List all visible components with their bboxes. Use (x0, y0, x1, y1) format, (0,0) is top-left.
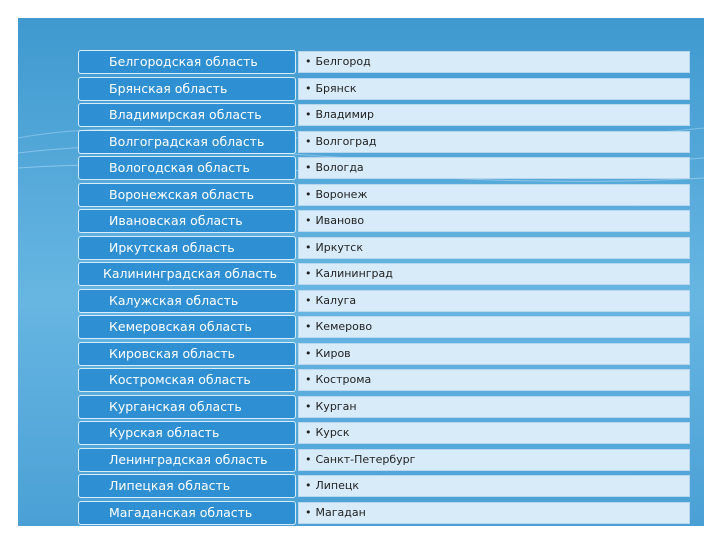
region-cell: Курская область (78, 421, 296, 445)
table-row (78, 421, 690, 445)
region-cell: Владимирская область (78, 103, 296, 127)
region-cell: Воронежская область (78, 183, 296, 207)
capital-name: Белгород (315, 55, 371, 68)
capital-cell (298, 263, 690, 285)
capital-name: Иркутск (315, 240, 363, 254)
capital-name: Иваново (315, 214, 365, 227)
capital-cell (298, 237, 690, 259)
region-cell: Волгоградская область (78, 130, 296, 154)
region-cell: Ивановская область (78, 209, 296, 233)
capital-name: Калуга (315, 293, 357, 307)
region-cell: Курганская область (78, 395, 296, 419)
capital-name: Магадан (315, 505, 366, 519)
region-cell: Магаданская область (78, 501, 296, 525)
capital-name: Курск (315, 426, 350, 439)
table-row (78, 50, 690, 74)
capital-cell (298, 475, 690, 497)
bullet-icon: • (305, 399, 312, 413)
bullet-icon: • (305, 214, 312, 227)
table-row (78, 103, 690, 127)
table-row (78, 130, 690, 154)
capital-name: Кемерово (315, 320, 373, 333)
table-row (78, 183, 690, 207)
region-cell: Иркутская область (78, 236, 296, 260)
bullet-icon: • (305, 293, 312, 307)
bullet-icon: • (305, 373, 312, 386)
region-cell: Кировская область (78, 342, 296, 366)
capital-name: Вологда (315, 161, 364, 174)
bullet-icon: • (305, 134, 312, 148)
slide-background (18, 18, 704, 526)
capital-cell (298, 51, 690, 73)
region-cell: Кемеровская область (78, 315, 296, 339)
bullet-icon: • (305, 479, 312, 492)
bullet-icon: • (305, 55, 312, 68)
capital-name: Киров (315, 346, 351, 360)
table-row (78, 236, 690, 260)
capital-cell (298, 502, 690, 524)
table-row (78, 315, 690, 339)
table-row (78, 395, 690, 419)
capital-cell (298, 157, 690, 179)
capital-name: Воронеж (315, 187, 368, 201)
capital-cell (298, 184, 690, 206)
table-row (78, 209, 690, 233)
capital-cell (298, 104, 690, 126)
capital-name: Брянск (315, 81, 357, 95)
capital-name: Калининград (315, 267, 393, 280)
table-row (78, 289, 690, 313)
bullet-icon: • (305, 505, 312, 519)
region-cell: Вологодская область (78, 156, 296, 180)
table-row (78, 448, 690, 472)
capital-cell (298, 449, 690, 471)
bullet-icon: • (305, 426, 312, 439)
region-cell: Брянская область (78, 77, 296, 101)
region-cell: Белгородская область (78, 50, 296, 74)
bullet-icon: • (305, 452, 312, 466)
capital-name: Курган (315, 399, 357, 413)
table-row (78, 501, 690, 525)
region-cell: Ленинградская область (78, 448, 296, 472)
table-row (78, 156, 690, 180)
capital-cell (298, 369, 690, 391)
bullet-icon: • (305, 267, 312, 280)
bullet-icon: • (305, 187, 312, 201)
capital-name: Волгоград (315, 134, 377, 148)
capital-cell (298, 131, 690, 153)
capital-name: Липецк (315, 479, 360, 492)
table-row (78, 342, 690, 366)
region-cell: Калужская область (78, 289, 296, 313)
table-row (78, 77, 690, 101)
table-row (78, 262, 690, 286)
capital-cell (298, 290, 690, 312)
capital-cell (298, 396, 690, 418)
capital-name: Кострома (315, 373, 372, 386)
bullet-icon: • (305, 346, 312, 360)
capital-cell (298, 210, 690, 232)
bullet-icon: • (305, 81, 312, 95)
bullet-icon: • (305, 161, 312, 174)
capital-cell (298, 316, 690, 338)
capital-name: Санкт-Петербург (315, 452, 416, 466)
bullet-icon: • (305, 320, 312, 333)
table-row (78, 368, 690, 392)
region-cell: Костромская область (78, 368, 296, 392)
table-row (78, 474, 690, 498)
capital-cell (298, 343, 690, 365)
region-cell: Липецкая область (78, 474, 296, 498)
bullet-icon: • (305, 108, 312, 121)
bullet-icon: • (305, 240, 312, 254)
region-capital-table (78, 50, 690, 526)
capital-name: Владимир (315, 108, 375, 121)
capital-cell (298, 422, 690, 444)
capital-cell (298, 78, 690, 100)
region-cell: Калининградская область (78, 262, 296, 286)
